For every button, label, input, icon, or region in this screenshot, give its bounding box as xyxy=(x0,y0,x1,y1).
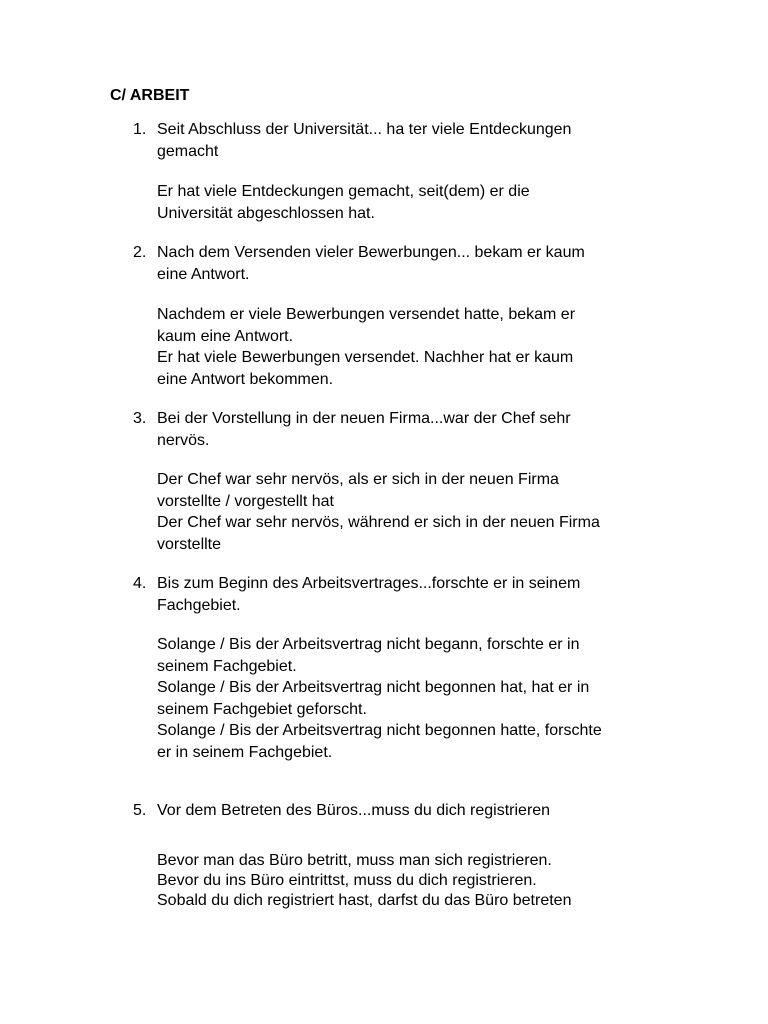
answer-line: Der Chef war sehr nervös, als er sich in der neuen Firma vorstellte / vorgestellt hat xyxy=(157,471,559,510)
item-prompt: Bei der Vorstellung in der neuen Firma...war der Chef sehr nervös. xyxy=(157,410,571,449)
answer-line: Der Chef war sehr nervös, während er sich in der neuen Firma vorstellte xyxy=(157,514,600,553)
answer-line: Er hat viele Bewerbungen versendet. Nachher hat er kaum eine Antwort bekommen. xyxy=(157,349,574,388)
item-number: 1. xyxy=(133,121,147,138)
answer-block-2 xyxy=(157,304,677,390)
answer-line: Solange / Bis der Arbeitsvertrag nicht begann, forschte er in seinem Fachgebiet. xyxy=(157,636,580,675)
answer-block-5 xyxy=(157,851,677,911)
list-item-5 xyxy=(133,800,673,822)
item-prompt: Bis zum Beginn des Arbeitsvertrages...forschte er in seinem Fachgebiet. xyxy=(157,575,581,614)
answer-line: Solange / Bis der Arbeitsvertrag nicht begonnen hat, hat er in seinem Fachgebiet geforscht. xyxy=(157,679,590,718)
item-number: 3. xyxy=(133,410,147,427)
answer-line: Sobald du dich registriert hast, darfst du das Büro betreten xyxy=(157,892,572,909)
item-prompt: Seit Abschluss der Universität... ha ter viele Entdeckungen gemacht xyxy=(157,121,572,160)
list-item-2 xyxy=(133,242,673,285)
item-number: 2. xyxy=(133,244,147,261)
answer-line: Bevor du ins Büro eintrittst, muss du dich registrieren. xyxy=(157,872,537,889)
answer-line: Bevor man das Büro betritt, muss man sich registrieren. xyxy=(157,852,552,869)
item-prompt: Vor dem Betreten des Büros...muss du dich registrieren xyxy=(157,802,551,819)
answer-block-3 xyxy=(157,469,677,555)
answer-line: Solange / Bis der Arbeitsvertrag nicht begonnen hatte, forschte er in seinem Fachgebiet. xyxy=(157,722,602,761)
item-prompt: Nach dem Versenden vieler Bewerbungen... bekam er kaum eine Antwort. xyxy=(157,244,585,283)
answer-block-4 xyxy=(157,634,677,763)
list-item-1 xyxy=(133,119,673,162)
item-number: 4. xyxy=(133,575,147,592)
item-number: 5. xyxy=(133,802,147,819)
answer-line: Er hat viele Entdeckungen gemacht, seit(dem) er die Universität abgeschlossen hat. xyxy=(157,183,530,222)
answer-block-1 xyxy=(157,181,677,224)
list-item-4 xyxy=(133,573,673,616)
list-item-3 xyxy=(133,408,673,451)
section-title: C/ ARBEIT xyxy=(110,87,190,104)
answer-line: Nachdem er viele Bewerbungen versendet hatte, bekam er kaum eine Antwort. xyxy=(157,306,576,345)
